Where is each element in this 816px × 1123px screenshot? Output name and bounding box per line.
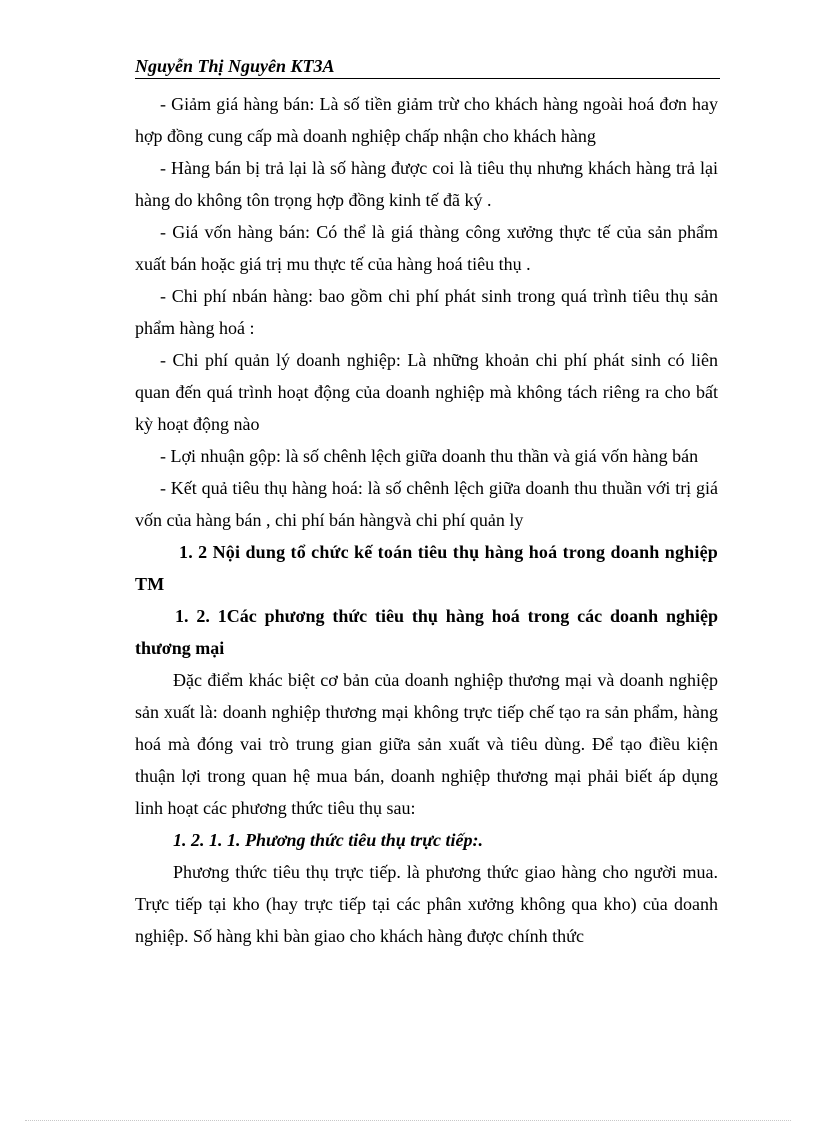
paragraph-cost-of-goods: - Giá vốn hàng bán: Có thể là giá thàng công xưởng thực tế của sản phẩm xuất bán hoặc giá trị mu thực tế của hàng hoá tiêu thụ . bbox=[135, 222, 718, 274]
paragraph-direct-sales: Phương thức tiêu thụ trực tiếp. là phương thức giao hàng cho người mua. Trực tiếp tại kho (hay trực tiếp tại các phân xưởng không qua kho) của doanh nghiệp. Số hàng khi bàn giao cho khách hàng được chính thức bbox=[135, 862, 718, 946]
document-body bbox=[135, 88, 718, 952]
paragraph-sales-result: - Kết quả tiêu thụ hàng hoá: là số chênh lệch giữa doanh thu thuần với trị giá vốn của hàng bán , chi phí bán hàngvà chi phí quản ly bbox=[135, 478, 718, 530]
paragraph-selling-expenses: - Chi phí nbán hàng: bao gồm chi phí phát sinh trong quá trình tiêu thụ sản phẩm hàng hoá : bbox=[135, 286, 718, 338]
paragraph-gross-profit: - Lợi nhuận gộp: là số chênh lệch giữa doanh thu thần và giá vốn hàng bán bbox=[160, 446, 699, 466]
page-header bbox=[135, 54, 720, 79]
section-heading-1-2: 1. 2 Nội dung tổ chức kế toán tiêu thụ hàng hoá trong doanh nghiệp TM bbox=[135, 542, 718, 594]
paragraph-admin-expenses: - Chi phí quản lý doanh nghiệp: Là những khoản chi phí phát sinh có liên quan đến quá trình hoạt động của doanh nghiệp mà không tách riêng ra cho bất kỳ hoạt động nào bbox=[135, 350, 718, 434]
paragraph-sales-returns: - Hàng bán bị trả lại là số hàng được coi là tiêu thụ nhưng khách hàng trả lại hàng do không tôn trọng hợp đồng kinh tế đã ký . bbox=[135, 158, 718, 210]
paragraph-intro: Đặc điểm khác biệt cơ bản của doanh nghiệp thương mại và doanh nghiệp sản xuất là: doanh nghiệp thương mại không trực tiếp chế tạo ra sản phẩm, hàng hoá mà đóng vai trò trung gian giữa sản xuất và tiêu dùng. Để tạo điều kiện thuận lợi trong quan hệ mua bán, doanh nghiệp thương mại phải biết áp dụng linh hoạt các phương thức tiêu thụ sau: bbox=[135, 670, 718, 818]
header-title: Nguyễn Thị Nguyên KT3A bbox=[135, 56, 335, 76]
section-heading-1-2-1: 1. 2. 1Các phương thức tiêu thụ hàng hoá trong các doanh nghiệp thương mại bbox=[135, 606, 718, 658]
section-heading-1-2-1-1: 1. 2. 1. 1. Phương thức tiêu thụ trực tiếp:. bbox=[173, 830, 484, 850]
paragraph-sales-discount: - Giảm giá hàng bán: Là số tiền giảm trừ cho khách hàng ngoài hoá đơn hay hợp đồng cung cấp mà doanh nghiệp chấp nhận cho khách hàng bbox=[135, 94, 718, 146]
page-bottom-border bbox=[25, 1120, 791, 1121]
